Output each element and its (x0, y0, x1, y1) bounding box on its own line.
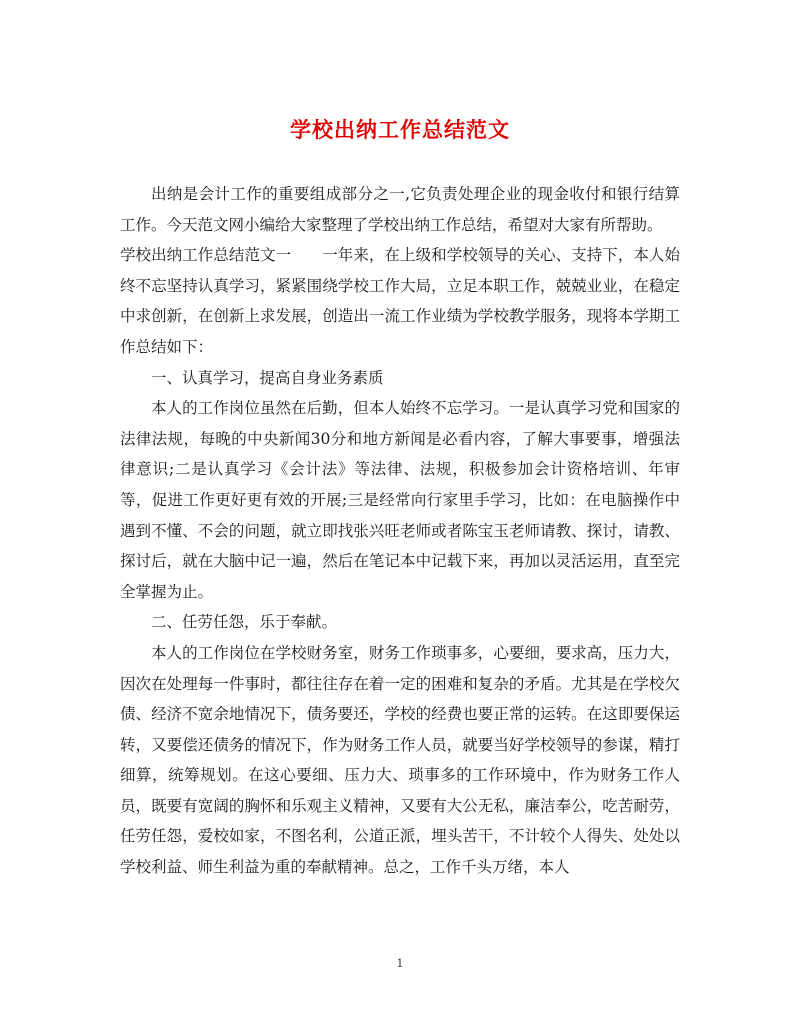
paragraph-intro: 出纳是会计工作的重要组成部分之一,它负责处理企业的现金收付和银行结算工作。今天范文网小编给大家整理了学校出纳工作总结，希望对大家有所帮助。 (120, 185, 680, 234)
document-body (120, 179, 680, 883)
paragraph-section-one-intro: 学校出纳工作总结范文一 一年来，在上级和学校领导的关心、支持下，本人始终不忘坚持认真学习，紧紧围绕学校工作大局，立足本职工作，兢兢业业，在稳定中求创新，在创新上求发展，创造出一流工作业绩为学校教学服务，现将本学期工作总结如下： (120, 246, 680, 356)
section-heading-dedication: 二、任劳任怨，乐于奉献。 (151, 613, 338, 632)
paragraph-dedication: 本人的工作岗位在学校财务室，财务工作琐事多，心要细，要求高，压力大，因次在处理每一件事时，都往往存在着一定的困难和复杂的矛盾。尤其是在学校欠债、经济不宽余地情况下，债务要还，学校的经费也要正常的运转。在这即要保运转，又要偿还债务的情况下，作为财务工作人员，就要当好学校领导的参谋，精打细算，统筹规划。在这心要细、压力大、琐事多的工作环境中，作为财务工作人员，既要有宽阔的胸怀和乐观主义精神，又要有大公无私，廉洁奉公，吃苦耐劳，任劳任怨，爱校如家，不图名利，公道正派，埋头苦干，不计较个人得失、处处以学校利益、师生利益为重的奉献精神。总之，工作千头万绪，本人 (120, 643, 680, 877)
section-heading-study: 一、认真学习，提高自身业务素质 (151, 368, 384, 387)
document-title: 学校出纳工作总结范文 (290, 117, 510, 142)
page-number: 1 (396, 957, 404, 970)
paragraph-study: 本人的工作岗位虽然在后勤，但本人始终不忘学习。一是认真学习党和国家的法律法规，每晚的中央新闻30分和地方新闻是必看内容，了解大事要事，增强法律意识;二是认真学习《会计法》等法律、法规，积极参加会计资格培训、年审等，促进工作更好更有效的开展;三是经常向行家里手学习，比如：在电脑操作中遇到不懂、不会的问题，就立即找张兴旺老师或者陈宝玉老师请教、探讨，请教、探讨后，就在大脑中记一遍，然后在笔记本中记载下来，再加以灵活运用，直至完全掌握为止。 (120, 399, 680, 601)
